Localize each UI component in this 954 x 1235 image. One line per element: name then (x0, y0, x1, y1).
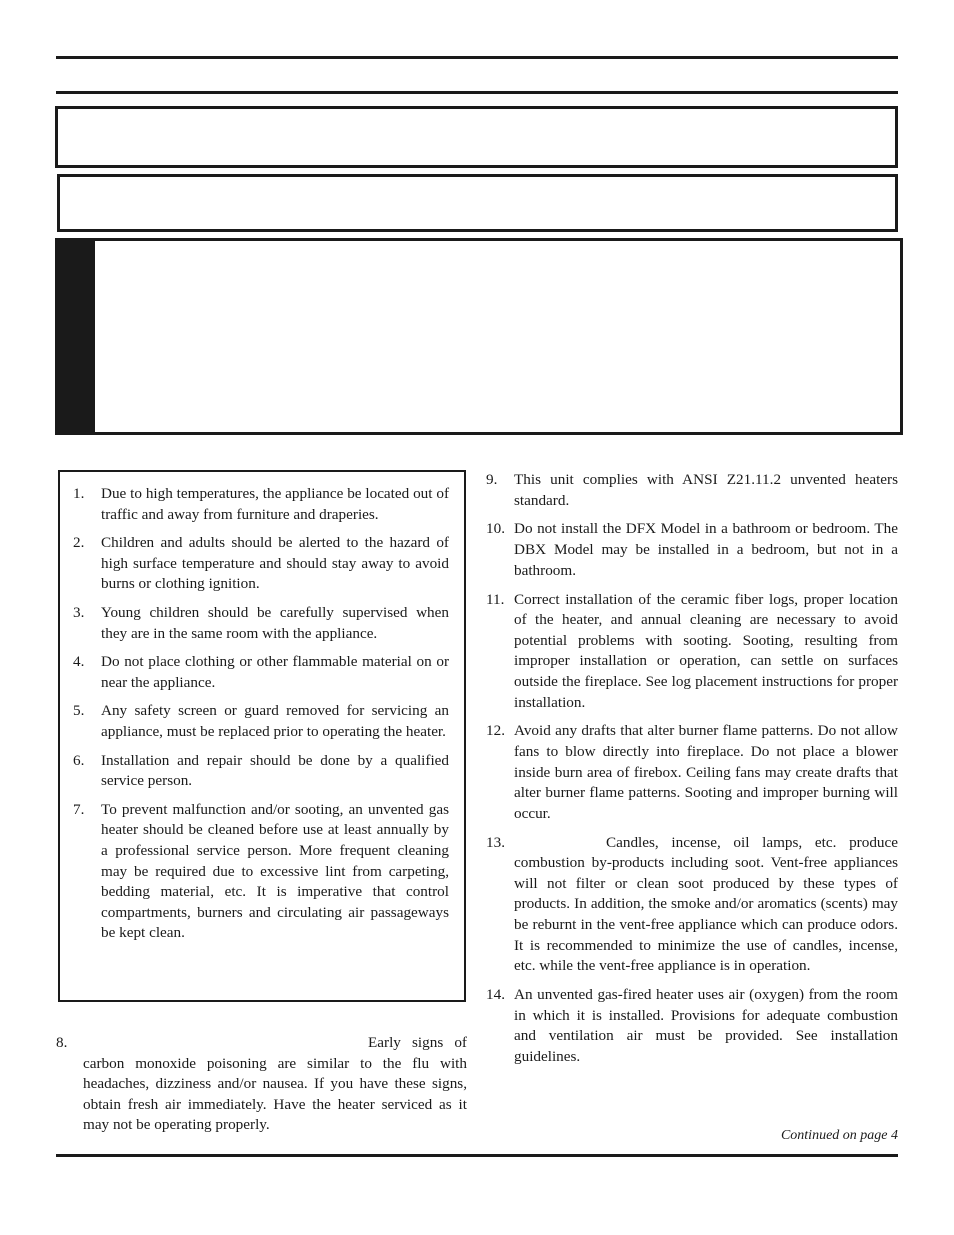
notice-box-1 (55, 106, 898, 168)
item-text: Due to high temperatures, the appliance be located out of traffic and away from furniture and draperies. (101, 485, 449, 523)
safety-list-right (486, 470, 898, 1076)
safety-list-boxed (73, 484, 449, 952)
item-number: 11. (486, 590, 505, 608)
item-text: Installation and repair should be done by a qualified service person. (101, 751, 449, 790)
header-rule (56, 91, 898, 94)
continued-note: Continued on page 4 (780, 1128, 898, 1143)
item-number: 2. (73, 534, 85, 552)
item-number: 13. (486, 833, 505, 851)
item-number: 9. (486, 471, 498, 488)
bottom-rule (56, 1154, 898, 1157)
item-text-body: Candles, incense, oil lamps, etc. produce combustion by-products including soot. Vent-free appliances will not filter or clean soot produced by these types of products. In addition, the smoke and/or aromatics (scents) may be reburnt in the vent-free appliance which can produce odors. It is recommended to minimize the use of candles, incense, etc. while the vent-free appliance is in operation. (514, 833, 898, 975)
safety-item-8 (56, 1033, 467, 1136)
item-text: Do not install the DFX Model in a bathroom or bedroom. The DBX Model may be installed in a bedroom, but not in a bathroom. (514, 520, 898, 579)
item-number: 4. (73, 653, 85, 671)
list-item (73, 800, 449, 944)
list-item (73, 484, 449, 525)
list-item (73, 533, 449, 595)
item-number: 1. (73, 485, 85, 502)
item-text: Children and adults should be alerted to the hazard of high surface temperature and should stay away to avoid burns or clothing ignition. (101, 534, 449, 593)
list-item (73, 751, 449, 792)
item-text: Do not place clothing or other flammable material on or near the appliance. (101, 653, 449, 691)
item-number: 14. (486, 986, 505, 1004)
list-item (486, 590, 898, 714)
item-text: This unit complies with ANSI Z21.11.2 unvented heaters standard. (514, 471, 898, 509)
item-number: 7. (73, 800, 85, 818)
item-text-rest: carbon monoxide poisoning are similar to the flu with headaches, dizziness and/or nausea. If you have these signs, obtain fresh air immediately. Have the heater serviced as it may not be operating properly. (83, 1054, 467, 1134)
item-text-lead: Early signs of (368, 1034, 467, 1051)
warning-box (55, 238, 903, 435)
item-text: An unvented gas-fired heater uses air (oxygen) from the room in which it is installed. Provisions for adequate combustion and ventilation air must be provided. See installation guidelines. (514, 986, 898, 1065)
top-rule (56, 56, 898, 59)
item-number: 3. (73, 603, 85, 621)
item-text: Any safety screen or guard removed for servicing an appliance, must be replaced prior to operating the heater. (101, 702, 449, 740)
item-text: Correct installation of the ceramic fiber logs, proper location of the heater, and annual cleaning are necessary to avoid potential problems with sooting. Sooting, resulting from improper installation or operation, can settle on surfaces outside the fireplace. See log placement instructions for proper installation. (514, 590, 898, 711)
item-number: 10. (486, 520, 505, 538)
list-item (486, 519, 898, 581)
list-item (73, 603, 449, 644)
item-number: 5. (73, 702, 85, 720)
item-text: Young children should be carefully supervised when they are in the same room with the appliance. (101, 603, 449, 642)
list-item (486, 470, 898, 511)
warning-bar (58, 241, 95, 432)
list-item (486, 721, 898, 824)
item-number: 6. (73, 751, 85, 769)
list-item (486, 833, 898, 977)
list-item (73, 701, 449, 742)
item-text (56, 1033, 467, 1136)
notice-box-2 (57, 174, 898, 232)
item-number: 8. (56, 1034, 68, 1051)
list-item (73, 652, 449, 693)
list-item (486, 985, 898, 1067)
item-text (514, 833, 898, 977)
item-text: Avoid any drafts that alter burner flame patterns. Do not allow fans to blow directly into fireplace. Do not place a blower inside burn area of firebox. Ceiling fans may create drafts that alter burner flame patterns. Sooting and improper burning will occur. (514, 722, 898, 822)
item-text: To prevent malfunction and/or sooting, an unvented gas heater should be cleaned before use at least annually by a professional service person. More frequent cleaning may be required due to excessive lint from carpeting, bedding material, etc. It is imperative that control compartments, burners and circulating air passageways be kept clean. (101, 800, 449, 942)
item-number: 12. (486, 722, 505, 740)
